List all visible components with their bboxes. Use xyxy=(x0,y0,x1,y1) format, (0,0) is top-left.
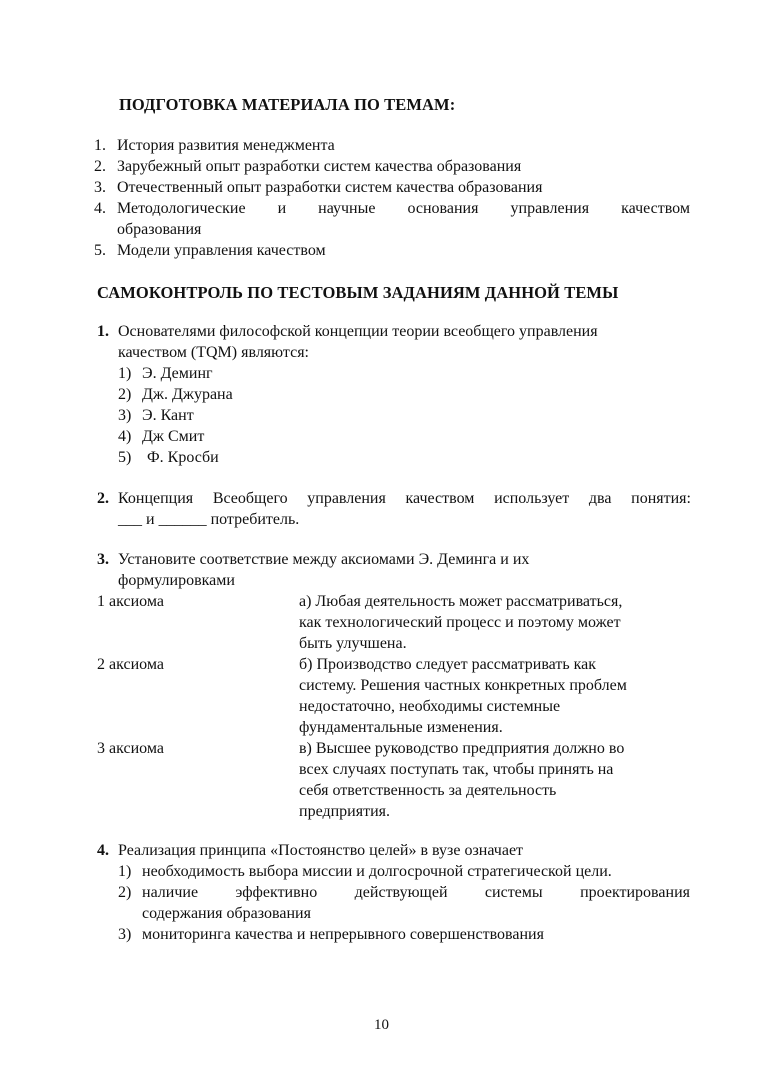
option-number: 3) xyxy=(118,926,132,943)
option-text: необходимость выбора миссии и долгосрочной стратегической цели. xyxy=(142,863,612,880)
option-text: Дж. Джурана xyxy=(142,386,233,403)
axiom-label: 1 аксиома xyxy=(97,593,164,610)
question-number: 4. xyxy=(97,842,109,859)
word: Концепция xyxy=(118,490,194,507)
option-number: 2) xyxy=(118,386,132,403)
axiom-label: 3 аксиома xyxy=(97,740,164,757)
word: Методологические xyxy=(117,200,246,217)
word: научные xyxy=(318,200,376,217)
list-number: 2. xyxy=(94,158,106,175)
list-item: Модели управления качеством xyxy=(117,242,326,259)
section-heading-selfcheck: САМОКОНТРОЛЬ ПО ТЕСТОВЫМ ЗАДАНИЯМ ДАННОЙ ТЕМЫ xyxy=(97,283,619,302)
list-number: 4. xyxy=(94,200,106,217)
word: два xyxy=(588,490,612,507)
word: управления xyxy=(307,490,386,507)
option-number: 2) xyxy=(118,884,132,901)
word: наличие xyxy=(142,884,199,901)
question-number: 2. xyxy=(97,490,109,507)
list-item: История развития менеджмента xyxy=(117,137,335,154)
list-item xyxy=(117,199,690,219)
axiom-text: фундаментальные изменения. xyxy=(299,719,503,736)
axiom-text: а) Любая деятельность может рассматриваться, xyxy=(299,593,623,610)
option-text xyxy=(142,883,690,903)
axiom-text: систему. Решения частных конкретных проблем xyxy=(299,677,627,694)
question-number: 1. xyxy=(97,323,109,340)
list-number: 5. xyxy=(94,242,106,259)
word: системы xyxy=(484,884,543,901)
option-text: Дж Смит xyxy=(142,428,205,445)
axiom-text: как технологический процесс и поэтому может xyxy=(299,614,621,631)
option-text: мониторинга качества и непрерывного совершенствования xyxy=(142,926,544,943)
axiom-text: себя ответственность за деятельность xyxy=(299,782,557,799)
question-text: формулировками xyxy=(118,572,235,589)
axiom-label: 2 аксиома xyxy=(97,656,164,673)
axiom-text: недостаточно, необходимы системные xyxy=(299,698,561,715)
word: понятия: xyxy=(631,490,691,507)
question-text xyxy=(118,489,691,509)
question-text: Установите соответствие между аксиомами Э. Деминга и их xyxy=(118,551,530,568)
question-text: ___ и ______ потребитель. xyxy=(118,511,300,528)
list-number: 1. xyxy=(94,137,106,154)
word: Всеобщего xyxy=(212,490,288,507)
word: использует xyxy=(494,490,570,507)
option-number: 1) xyxy=(118,365,132,382)
section-heading-topics: ПОДГОТОВКА МАТЕРИАЛА ПО ТЕМАМ: xyxy=(119,95,456,114)
word: качеством xyxy=(621,200,690,217)
list-item: Зарубежный опыт разработки систем качества образования xyxy=(117,158,522,175)
option-text-continuation: содержания образования xyxy=(142,905,311,922)
list-item-continuation: образования xyxy=(117,221,202,238)
axiom-text: быть улучшена. xyxy=(299,635,407,652)
axiom-text: б) Производство следует рассматривать как xyxy=(299,656,597,673)
word: качеством xyxy=(405,490,475,507)
option-number: 3) xyxy=(118,407,132,424)
list-item: Отечественный опыт разработки систем качества образования xyxy=(117,179,543,196)
axiom-text: предприятия. xyxy=(299,803,390,820)
word: управления xyxy=(510,200,590,217)
question-number: 3. xyxy=(97,551,109,568)
word: эффективно xyxy=(235,884,318,901)
option-text: Э. Кант xyxy=(142,407,194,424)
question-text: Реализация принципа «Постоянство целей» в вузе означает xyxy=(118,842,524,859)
page-number: 10 xyxy=(374,1017,389,1033)
option-number: 4) xyxy=(118,428,132,445)
word: действующей xyxy=(354,884,448,901)
option-text: Э. Деминг xyxy=(142,365,213,382)
word: проектирования xyxy=(580,884,690,901)
axiom-text: всех случаях поступать так, чтобы принять на xyxy=(299,761,614,778)
word: и xyxy=(277,200,287,217)
list-number: 3. xyxy=(94,179,106,196)
question-text: Основателями философской концепции теории всеобщего управления xyxy=(118,323,598,340)
option-number: 1) xyxy=(118,863,132,880)
question-text: качеством (TQM) являются: xyxy=(118,344,309,361)
option-number: 5) xyxy=(118,449,132,466)
axiom-text: в) Высшее руководство предприятия должно во xyxy=(299,740,625,757)
word: основания xyxy=(407,200,479,217)
option-text: Ф. Кросби xyxy=(147,449,219,466)
